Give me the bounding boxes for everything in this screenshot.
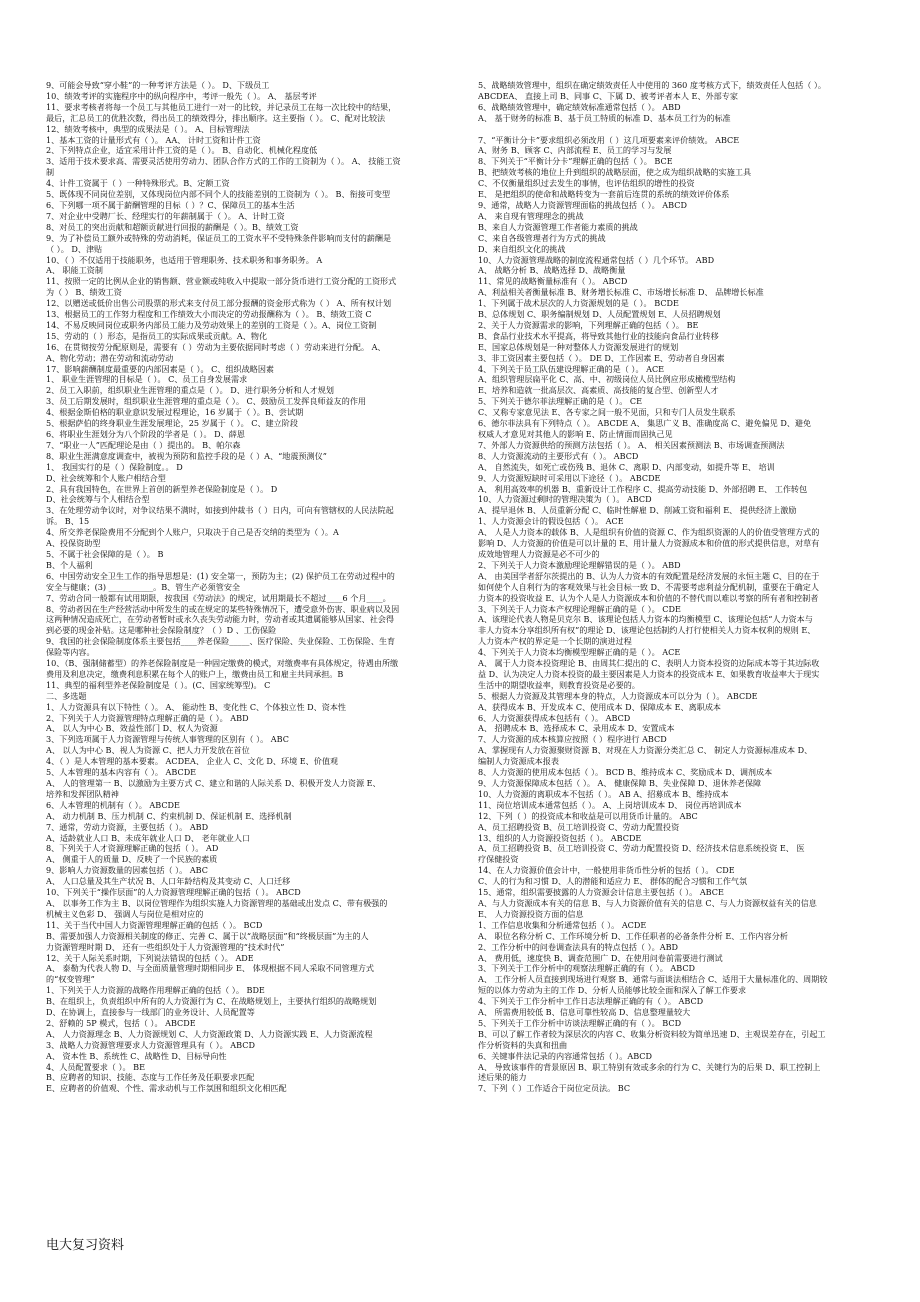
right-column-line: A、提早退休 B、人员重新分配 C、临时性解雇 D、削减工资和福利 E、 提供经济上激励 <box>478 505 797 516</box>
left-column-line: 8、下列关于人才资源理解正确的包括（ ）。 AD <box>46 843 219 854</box>
right-column-line: A、 来自现有管理理念的挑战 <box>478 210 584 221</box>
left-column-line: 机械主义色彩 D、 强调人与岗位是相对应的 <box>46 908 204 919</box>
right-column-line: 作分析资料的失真和扭曲 <box>478 1039 568 1050</box>
right-column-line: 5、战略绩效管理中，组织在确定绩效责任人中使用的 360 度考核方式下，绩效责任人包括（ ）。 <box>478 80 827 90</box>
left-column-line: 6、将职业生涯划分为八个阶段的学者是（ ）。 D、薛恩 <box>46 429 245 439</box>
right-column-line: 4、下列关于工作分析中工作日志法理解正确的有（ ）。 ABCD <box>478 996 704 1007</box>
right-column-line: B、可以了解工作者较为深层次的内容 C、收集分析资料较为简单迅速 D、主观误差存在，引起工 <box>478 1028 826 1039</box>
left-column-line: 6、下列哪一项不属于薪酬管理的目标（ ）？C、保障员工的基本生活 <box>46 199 295 210</box>
right-column-line: A、 人是人力资本的载体 B、人是组织有价值的资源 C、作为组织资源的人的价值受管理方式的 <box>478 527 820 538</box>
left-column-line: 4、所交养老保险费用不分配到个人账户，只取决于自己是否交纳的类型为（ ）。A <box>46 527 339 538</box>
right-column-line: 6、德尔菲法具有下列特点（ ）。 ABCDE A、 集思广义 B、准确度高 C、避免偏见 D、避免 <box>478 418 812 429</box>
left-column-line: 4、根据金斯伯格的职业意识发展过程理论，16 岁属于（ ）。B、尝试期 <box>46 407 304 418</box>
left-column-line: 16、在贯彻按劳分配原则是，需要有（ ）劳动为主要依据同时考虑（ ）劳动来进行分配。 A、 <box>46 341 386 352</box>
left-column-line: 12、以赠送或低价出售公司股票的形式来支付员工部分报酬的资金形式称为（ ） A、所有权计划 <box>46 298 392 309</box>
left-column-line: 2、下列特点企业，适宜采用计件工资的是（ ）。 B、自动化、机械化程度低 <box>46 145 318 156</box>
right-column-line: 7、下列（ ）工作适合于岗位定员法。 BC <box>478 1083 631 1094</box>
left-column-line: 9、可能会导致“穿小鞋”的一种考评方法是（ ）。 D、下级员工 <box>46 80 270 90</box>
left-column-line: 17、影响薪酬制度最重要的内部因素是（ ）。 C、组织战略因素 <box>46 363 275 374</box>
right-column-line: 1、工作信息收集和分析通常包括（ ）。 ACDE <box>478 919 647 930</box>
right-column-line: 2、关于人力资源需求的影响，下列理解正确的包括（ ）。 BE <box>478 319 699 330</box>
right-column-line: E、国家总体规划是一种对整体人力资源发展进行的规划 <box>478 341 679 352</box>
left-column-line: 1、基本工资的计量形式有（ ）。 AA、 计时工资和计件工资 <box>46 134 261 145</box>
right-column-line: 成效地管理人力资源是必不可少的 <box>478 548 600 559</box>
right-column-line: A、 战略分析 B、战略选择 D、战略衡量 <box>478 265 626 276</box>
left-column-line: 7、通常，劳动力资源，主要包括（ ）。 ABD <box>46 821 209 832</box>
left-column-line: D、社会统筹和个人账户相结合型 <box>46 472 166 483</box>
right-column-line: 益 D、认为决定人力资本投资的最主要因素是人力资本的投资成本 E、如果教育收益率大于现实 <box>478 668 820 679</box>
right-column-line: 6、人力资源获得成本包括有（ ）。 ABCD <box>478 712 631 723</box>
left-column-line: A、 泰勒为代表人物 D、与全面质量管理时期相同步 E、 体现根据不同人采取不同管理方式 <box>46 963 375 974</box>
right-column-line: 11、常见的战略衡量标准有（ ）。 ABCD <box>478 276 628 287</box>
right-column-line: E、 是把组织的使命和战略转变为一套前后连贯的系统的绩效评价体系 <box>478 189 730 200</box>
right-column-line: 述后果的能力 <box>478 1072 527 1083</box>
left-column-line: E、应聘者的价值观、个性、需求动机与工作氛围和组织文化相匹配 <box>46 1083 287 1094</box>
right-column-line: C、不仅衡量组织过去发生的事情，也评估组织的增性的投资 <box>478 178 695 189</box>
left-column-line: 1、下列关于人力资源的战略作用理解正确的包括（ ）。 BDE <box>46 985 265 996</box>
right-column-line: 1、人力资源会计的假设包括（ ）。 ACE <box>478 516 624 527</box>
right-column-line: 10、人力资源管理战略的制度流程通常包括（ ）几个环节。 ABD <box>478 254 715 265</box>
right-column-line: 非人力资本分享组织所有权”的理论 D、该理论包括制约人打行使相关人力资本权利的规则 E、 <box>478 625 816 636</box>
left-column-line: A、 人的管理第一 B、以激励为主要方式 C、建立和谐的人际关系 D、积极开发人力资源 E、 <box>46 778 381 788</box>
right-column-line: 生活中的期望收益率，则教育投资是必要的。 <box>478 679 640 690</box>
right-column-line: 4、下列关于人力资本均衡模型理解正确的是（ ）。 ACE <box>478 647 681 658</box>
left-column-line: 1、人力资源具有以下特性（ ）。 A、 能动性 B、变化性 C、个体独立性 D、资本性 <box>46 701 347 712</box>
right-column-line: 3、下列关于工作分析中的观察法理解正确的有（ ）。 ABCD <box>478 963 696 974</box>
left-column-line: 3、员工后期发展时，组织职业生涯管理的重点是（ ）。 C、鼓励员工发挥良师益友的作用 <box>46 396 367 407</box>
right-column-line: 5、根据人力资源及其管理本身的特点，人力资源成本可以分为（ ）。 ABCDE <box>478 690 758 701</box>
right-column-line: B、总体规划 C、职务编制规划 D、人员配置规划 E、人员招聘规划 <box>478 309 721 320</box>
right-column-line: 2、下列关于人力资本激励理论理解错误的是（ ）。 ABD <box>478 559 681 570</box>
left-column-line: 制 <box>46 167 55 178</box>
right-column-line: 13、组织的人力资源投资包括（ ）。 ABCDE <box>478 832 642 843</box>
left-column-line: 3、在处理劳动争议时，对争议结果不满时，如接到仲裁书（ ）日内，可向有管辖权的人民法院起 <box>46 505 394 516</box>
left-column-line: 12、关于人际关系时期，下列说法错误的包括（ ）。 ADE <box>46 952 254 963</box>
left-column-line: 最后，汇总员工的优胜次数，得出员工的绩效得分，排出顺序。这主要指（ ）。 C、配对比较法 <box>46 112 386 123</box>
right-column-line: A、组织管理层扁平化 C、高、中、初级岗位人员比例应形成橄榄型结构 <box>478 374 736 385</box>
left-column-line: 费用及利息决定，缴费利息积累在每个人的账户上，缴费由员工和雇主共同承担。B <box>46 668 344 679</box>
left-column-line: 3、下列选项属于人力资源管理与传统人事管理的区别有（ ）。 ABC <box>46 734 289 745</box>
left-column-line: 13、根据员工的工作努力程度和工作绩效大小而决定的劳动报酬称为（ ）。 B、绩效工资 C <box>46 309 372 320</box>
left-column-line: 7、“职业一人”匹配理论是由（ ）提出的。 B、帕尔森 <box>46 439 241 450</box>
right-column-line: A、 基于财务的标准 B、基于员工特质的标准 D、基本员工行为的标准 <box>478 112 731 123</box>
right-column-line: 编制人力资源成本报表 <box>478 756 559 767</box>
left-column-line: 4、人员配置要求（ ）。 BE <box>46 1061 146 1072</box>
right-column-line: 5、下列关于工作分析中访谈法理解正确的有（ ）。 BCD <box>478 1017 682 1028</box>
right-column-line: A、与人力资源成本有关的信息 B、与人力资源价值有关的信息 C、与人力资源权益有关的信息 <box>478 897 817 908</box>
left-column-line: 4、计件工资属于（ ）一种特殊形式。B、定额工资 <box>46 178 230 189</box>
right-column-line: 3、非工资因素主要包括（ ）。 DE D、工作因素 E、劳动者自身因素 <box>478 352 725 363</box>
right-column <box>478 80 888 1094</box>
right-column-line: A、财务 B、顾客 C、内部流程 E、员工的学习与发展 <box>478 145 672 156</box>
right-column-line: 权威人才意见对其他人的影响 E、防止情面而固执己见 <box>478 429 673 439</box>
left-column-line: A、 以人为中心 B、视人为资源 C、把人力开发放在首位 <box>46 745 250 756</box>
right-column-line: 人力资本产权的界定是一个长期的演进过程 <box>478 636 632 647</box>
right-column-line: 疗保健投资 <box>478 854 519 865</box>
right-column-line: A、 属于人力资本投资理论 B、由周其仁提出的 C、表明人力资本投资的边际成本等于其边际收 <box>478 658 820 669</box>
left-column-line: 10、（ ）不仅适用于技能职务，也适用于管理职务、技术职务和事务职务。 A <box>46 254 323 265</box>
right-column-line: C、来自各级管理者行为方式的挑战 <box>478 232 606 243</box>
left-column-line: A、 人力资源理念 B、人力资源规划 C、人力资源政策 D、人力资源实践 E、人力资源流程 <box>46 1028 373 1039</box>
right-column-line: 短的以体力劳动为主的工作 D、分析人员能够比较全面和深入了解工作要求 <box>478 985 747 996</box>
right-column-line: A、利益相关者衡量标准 B、财务增长标准 C、市场增长标准 D、 品牌增长标准 <box>478 287 764 298</box>
left-column <box>46 80 456 1094</box>
left-column-line: D、在协调上，直接参与一线部门的业务设计、人员配置等 <box>46 1007 255 1018</box>
left-column-line: 诉。 B、15 <box>46 516 90 527</box>
right-column-line: A、 工作分析人员直接到现场进行观察 B、通常与面谈法相结合 C、适用于大量标准化的、周期较 <box>478 974 828 985</box>
right-column-line: B、把绩效考核的地位上升到组织的战略层面，使之成为组织战略的实施工具 <box>478 167 752 178</box>
left-column-line: 1、 职业生涯管理的目标是（ ）。 C、员工自身发展需求 <box>46 374 248 385</box>
right-column-line: 8、人力资源流动的主要形式有（ ）。 ABCD <box>478 450 639 461</box>
right-column-line: A、 导致该事件的背景原因 B、职工特别有效或多余的行为 C、关键行为的后果 D、职工控制上 <box>478 1061 821 1072</box>
left-column-line: A、 人口总量及其生产状况 B、人口年龄结构及其变动 C、人口迁移 <box>46 876 291 887</box>
left-column-line: 8、职业生涯满意度调查中，被视为预防和监控手段的是（ ）A、“地震预测仪” <box>46 450 327 461</box>
right-column-line: 10、人力资源过剩时的管理决策为（ ）。 ABCD <box>478 494 652 505</box>
left-column-line: （ ）。 D、津贴 <box>46 243 103 254</box>
left-column-line: A、 以人为中心 B、效益性部门 D、权人为资源 <box>46 723 218 734</box>
left-column-line: 11、要求考核者将每一个员工与其他员工进行一对一的比较，并记录员工在每一次比较中的结果， <box>46 101 397 112</box>
left-column-line: 10、（B、强制储蓄型）的养老保险制度是一种固定缴费的模式，对缴费率有具体规定，待遇由所缴 <box>46 658 399 669</box>
right-column-line: 6、战略绩效管理中，确定绩效标准通常包括（ ）。 ABD <box>478 101 681 112</box>
right-column-line: 7、人力资源的成本核算应按照（ ）程序进行 ABCD <box>478 734 667 745</box>
left-column-line: 2、员工入职前，组织职业生涯管理的重点是（ ）。 D、进行职务分析和人才规划 <box>46 385 334 396</box>
right-column-line: A、获得成本 B、开发成本 C、使用成本 D、保障成本 E、离职成本 <box>478 701 722 712</box>
right-column-line: A、 所需费用较低 B、信息可靠性较高 D、信息整理量较大 <box>478 1007 691 1018</box>
left-column-line: 15、劳动的（ ）形态，是指员工的实际成果或贡献。A、物化 <box>46 330 268 341</box>
left-column-line: 5、人本管理的基本内容有（ ）。 ABCDE <box>46 767 197 778</box>
left-column-line: B、个人福利 <box>46 559 93 570</box>
right-column-line: A、 自然流失，如死亡或伤残 B、退休 C、离职 D、内部变动，如提升等 E、 培训 <box>478 461 775 472</box>
right-column-line: 7、“平衡计分卡”要求组织必须改用（ ）这几项要素来评价绩效。 ABCE <box>478 134 740 145</box>
left-column-line: 6、中国劳动安全卫生工作的指导思想是：(1) 安全第一，预防为主；(2) 保护员工在劳动过程中的 <box>46 570 395 581</box>
right-column-line: E、 人力资源投资方面的信息 <box>478 908 584 919</box>
left-column-line: 4、（ ）是人本管理的基本要素。 ACDEA、 企业人 C、文化 D、环境 E、价值观 <box>46 756 339 767</box>
left-column-line: 10、绩效考评的实施程序中的纵向程序中，考评一般先（ ）。 A、 基层考评 <box>46 90 317 101</box>
left-column-line: 12、绩效考核中，典型的成果法是（ ）。 A、目标管理法 <box>46 123 250 134</box>
left-column-line: 安全与健康；(3) ___________。B、管生产必须管安全 <box>46 581 241 592</box>
left-column-line: 9、影响人力资源数量的因素包括（ ）。 ABC <box>46 865 208 876</box>
left-column-line: 培养和发挥团队精神 <box>46 788 119 799</box>
right-column-line: E、培养和造就一批高层次、高素质、高技能的复合型、创新型人才 <box>478 385 719 396</box>
right-column-line: A、员工招聘投资 B、员工培训投资 C、劳动力配置投资 D、经济技术信息系统投资 E、 医 <box>478 843 805 854</box>
right-column-line: 15、通常，组织需要披露的人力资源会计信息主要包括（ ）。 ABCE <box>478 887 724 898</box>
right-column-line: 1、下列属于战术层次的人力资源规划的是（ ）。 BCDE <box>478 298 679 309</box>
right-column-line: A、员工招聘投资 B、员工培训投资 C、劳动力配置投资 <box>478 821 680 832</box>
right-column-line: A、 招聘成本 B、选择成本 C、录用成本 D、安置成本 <box>478 723 675 734</box>
right-column-line: 3、下列关于人力资本产权理论理解正确的是（ ）。 CDE <box>478 603 681 614</box>
right-column-line: 7、外部人力资源供给的预测方法包括（ ）。 A、 相关因素预测法 B、市场调查预测法 <box>478 439 785 450</box>
left-column-line: 到必要的现金补贴。这是哪种社会保险制度？（ ）D 、工伤保险 <box>46 625 277 636</box>
right-column-line: B、来自人力资源管理工作者能力素质的挑战 <box>478 221 638 232</box>
footer-caption: 电大复习资料 <box>46 1238 125 1253</box>
right-column-line: 6、关键事件法记录的内容通常包括（ ）。ABCD <box>478 1050 652 1061</box>
right-column-line: A、该理论代表人物是贝克尔 B、该理论包括人力资本的均衡模型 C、该理论包括“人力资本与 <box>478 614 813 625</box>
right-column-line: 10、人力资源的离职成本不包括（ ）。 AB A、招募成本 B、维持成本 <box>478 788 729 799</box>
right-column-line: 力资本的投资收益 E、认为个人是人力资源成本和价值的不替代而以难以考察的所有者和控制者 <box>478 592 819 603</box>
left-column-line: 11、典型的福利型养老保险制度是（ ）。(C、国家统筹型)。 C <box>46 679 271 690</box>
right-column-line: A、 费用低，速度快 B、调查范围广 D、在使用问卷前需要进行测试 <box>478 952 723 963</box>
left-column-line: 5、既体现不同岗位差别，又体现岗位内部不同个人的技能差别的工资制为（ ）。 B、衔接可变型 <box>46 189 391 200</box>
left-column-line: 力资源管理时期 D、 还有一些组织处于人力资源管理的“技术时代” <box>46 941 285 952</box>
left-column-line: 2、舒赖的 5P 模式，包括（ ）。 ABCDE <box>46 1017 196 1028</box>
right-column-line: D、来自组织文化的挑战 <box>478 243 566 254</box>
right-column-line: 9、通常，战略人力资源管理面临的挑战包括（ ）。 ABCD <box>478 199 687 210</box>
left-column-line: 9、为了补偿员工额外或特殊的劳动消耗，保证员工的工资水平不受特殊条件影响而支付的薪酬是 <box>46 232 392 243</box>
left-column-line: B、应聘者的知识、技能、态度与工作任务及任职要求匹配 <box>46 1072 255 1083</box>
left-column-line: 11、按照一定的比例从企业的销售额、营业额或纯收入中提取一部分货币进行工资分配的工资形式 <box>46 276 397 287</box>
left-column-line: 为（ ） B、绩效工资 <box>46 287 122 298</box>
left-column-line: A、 侧重于人的质量 D、反映了一个民族的素质 <box>46 854 218 865</box>
left-column-line: 保险等内容。 <box>46 647 95 658</box>
right-column-line: A、 利用高效率的机器 B、重新设计工作程序 C、提高劳动技能 D、外部招聘 E、 工作转包 <box>478 483 808 494</box>
right-column-line <box>478 124 888 135</box>
left-column-line: 3、战略人力资源管理要求人力资源管理具有（ ）。 ABCD <box>46 1039 255 1050</box>
right-column-line: 4、下列关于员工队伍建设理解正确的是（ ）。 ACE <box>478 363 665 374</box>
left-column-line: 的“权变管理” <box>46 974 95 985</box>
left-column-line: A、物化劳动；潜在劳动和流动劳动 <box>46 352 174 363</box>
left-column-line: B、需要加强人力资源相关制度的修正、完善 C、属于以“战略层面”和“终极层面”为主的人 <box>46 930 369 941</box>
right-column-line: 14、在人力资源价值会计中，一般使用非货币性分析的包括（ ）。 CDE <box>478 865 735 876</box>
left-column-line: 6、人本管理的机制有（ ）。 ABCDE <box>46 799 180 810</box>
left-column-line: A、 以事务工作为主 B、以岗位管理作为组织实施人力资源管理的基础或出发点 C、带有极强的 <box>46 897 388 908</box>
left-column-line: 9、我国的社会保险制度体系主要包括____养老保险_____、医疗保险、失业保险、工伤保险、生育 <box>46 636 396 647</box>
left-column-line: 这两种情况造成死亡，在劳动者暂时或永久丧失劳动能力时，劳动者或其遗属能够从国家、社会得 <box>46 614 395 625</box>
right-column-line: B、食品行业技术水平提高，将导致其他行业的技能向食品行业转移 <box>478 330 719 341</box>
left-column-line: 3、适用于技术要求高、需要灵活使用劳动力、团队合作方式的工作的工资制为（ ）。 A、 技能工资 <box>46 156 401 167</box>
right-column-line: A、 由美国学者舒尔茨提出的 B、认为人力资本的有效配置是经济发展的永恒主题 C、目的在于 <box>478 570 820 581</box>
left-column-line: 7、劳动合同一般都有试用期限，按我国《劳动法》的规定，试用期最长不超过____6 个月____。 <box>46 592 391 603</box>
left-column-line: B、在组织上，负责组织中所有的人力资源行为 C、在战略规划上，主要执行组织的战略规划 <box>46 996 377 1007</box>
right-column-line: 影响 D、人力资源的价值是可以计量的 E、用计量人力资源成本和价值的形式提供信息，对草有 <box>478 538 820 549</box>
left-column-line: 11、关于当代中国人力资源管理理解正确的包括（ ）。 BCD <box>46 919 263 930</box>
right-column-line: 2、工作分析中的问卷调查法具有的特点包括（ ）。ABD <box>478 941 679 952</box>
left-column-line: 2、下列关于人力资源管理特点理解正确的是（ ）。 ABD <box>46 712 249 723</box>
left-column-line: 5、根据萨伯的终身职业生涯发展理论，25 岁属于（ ）。 C、建立阶段 <box>46 418 298 429</box>
right-column-line: 11、岗位培训成本通常包括（ ）。 A、上岗培训成本 D、 岗位再培训成本 <box>478 799 742 810</box>
right-column-line: C、人的行为和习惯 D、人的潜能和适应力 E、 群体的配合习惯和工作气氛 <box>478 876 748 887</box>
left-column-line: A、投保资助型 <box>46 538 101 549</box>
left-column-line: 8、对员工的突出贡献和超额贡献进行回报的薪酬是（ ）。B、绩效工资 <box>46 221 299 232</box>
left-column-line: D、社会统筹与个人相结合型 <box>46 494 150 505</box>
left-column-line: 2、具有我国特色，在世界上首创的新型养老保险制度是（ ）。 D <box>46 483 278 494</box>
left-column-line: A、适龄就业人口 B、未成年就业人口 D、 老年就业人口 <box>46 832 251 843</box>
right-column-line: C、又称专家意见法 E、各专家之间一般不见面，只和专门人员发生联系 <box>478 407 736 418</box>
left-column-line: 8、劳动者因在生产经营活动中所发生的或在规定的某些特殊情况下，遭受意外伤害、职业病以及因 <box>46 603 400 614</box>
right-column-line: 8、人力资源的使用成本包括（ ）。 BCD B、维持成本 C、奖励成本 D、调剂成本 <box>478 767 773 778</box>
right-column-line: 12、下列（ ）的投资成本和收益是可以用货币计量的。 ABC <box>478 810 698 821</box>
left-column-line: 7、对企业中受聘厂长、经理实行的年薪制属于（ ）。 A、计时工资 <box>46 210 285 221</box>
left-column-line: 1、 我国实行的是（ ）保险制度。。 D <box>46 461 183 472</box>
left-column-line: 14、不易反映同岗位或职务内部员工能力及劳动效果上的差别的工资是（ ）。A、岗位工资制 <box>46 319 377 330</box>
left-column-line: A、 职能工资制 <box>46 265 103 276</box>
right-column-line: A、 职位名称分析 C、工作环境分析 D、工作任职者的必备条件分析 E、工作内容分析 <box>478 930 788 941</box>
left-column-line: A、 动力机制 B、压力机制 C、约束机制 D、保证机制 E、选择机制 <box>46 810 292 821</box>
right-column-line: 5、下列关于德尔菲法理解正确的是（ ）。 CE <box>478 396 643 407</box>
right-column-line: 如何使个人自利行为的客观效果与社会目标一致 D、不需要考虑利益分配机制，重要在于确定人 <box>478 581 819 592</box>
right-column-line: ABCDEA、 直接上司 B、同事 C、下属 D、被考评者本人 E、外部专家 <box>478 90 738 101</box>
right-column-line: 8、下列关于“平衡计分卡”理解正确的包括（ ）。 BCE <box>478 156 673 167</box>
left-column-line: 10、下列关于“操作层面”的人力资源管理理解正确的包括（ ）。 ABCD <box>46 887 301 898</box>
left-column-line: A、 资本性 B、系统性 C、战略性 D、目标导向性 <box>46 1050 227 1061</box>
right-column-line: A、掌握现有人力资源聚财资源 B、对现在人力资源分类汇总 C、 制定人力资源标准成本 D、 <box>478 745 813 756</box>
left-column-line: 二、多选题 <box>46 690 87 701</box>
left-column-line: 5、不属于社会保障的是（ ）。 B <box>46 548 164 559</box>
right-column-line: 9、人力资源保障成本包括（ ）。 A、 健康保障 B、失业保障 D、退休养老保障 <box>478 778 762 788</box>
right-column-line: 9、人力资源短缺时可采用以下途径（ ）。 ABCDE <box>478 472 661 483</box>
